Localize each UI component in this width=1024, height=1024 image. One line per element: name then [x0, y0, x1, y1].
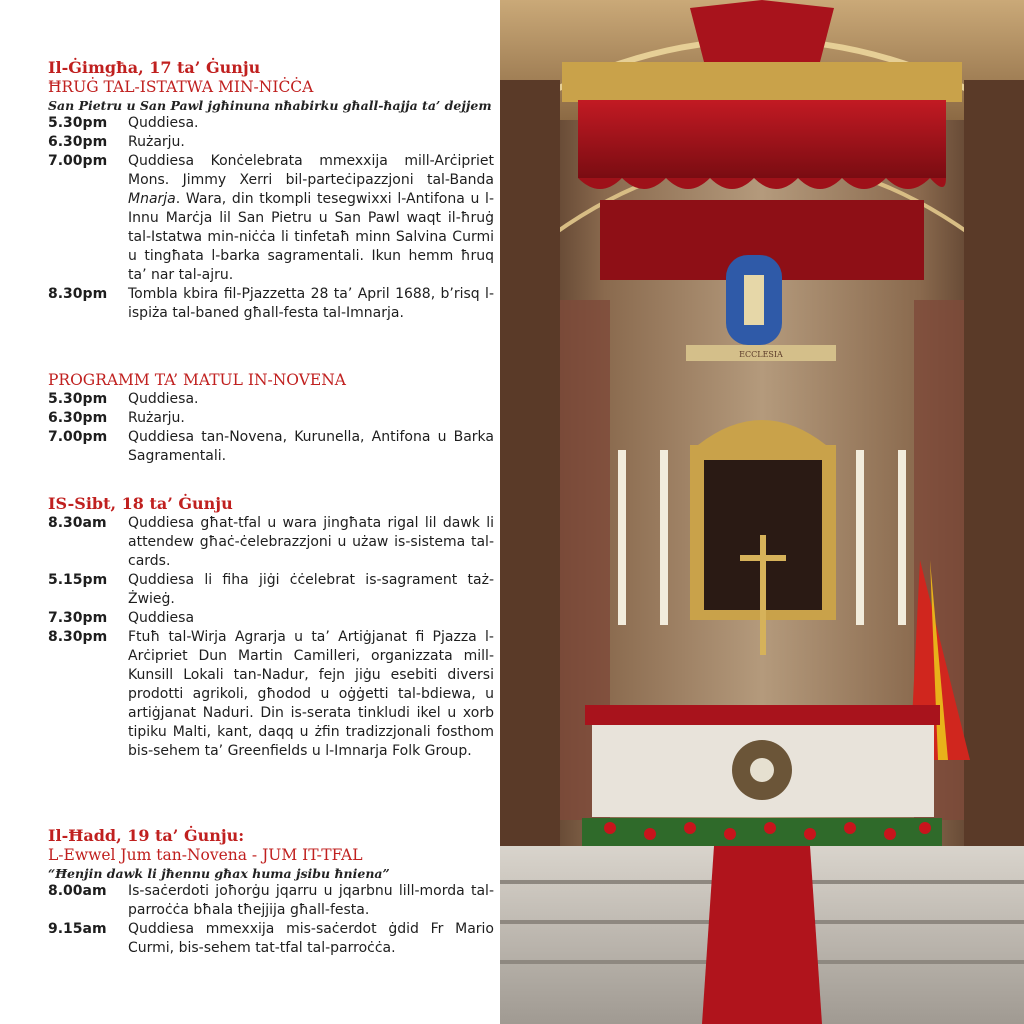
time: 8.30am: [48, 515, 107, 531]
schedule-row: [48, 628, 494, 761]
crown-top: [690, 0, 834, 62]
schedule-row: [48, 285, 494, 323]
section-novena-program: [48, 371, 494, 466]
section-sunday: [48, 826, 494, 958]
section-saturday: [48, 494, 494, 761]
schedule-row: [48, 882, 494, 920]
section-subheading: PROGRAMM TA’ MATUL IN-NOVENA: [48, 371, 347, 389]
time: 8.00am: [48, 883, 107, 899]
schedule-row: [48, 609, 494, 628]
description: Quddiesa: [128, 610, 195, 626]
section-subheading: ĦRUĠ TAL-ISTATWA MIN-NIĊĊA: [48, 78, 314, 96]
description: Quddiesa tan-Novena, Kurunella, Antifona u Barka Sagramentali.: [128, 429, 494, 464]
description: Tombla kbira fil-Pjazzetta 28 ta’ April 1688, b’risq l-ispiża tal-baned għall-festa tal-Imnarja.: [128, 286, 494, 321]
section-subheading: L-Ewwel Jum tan-Novena - JUM IT-TFAL: [48, 846, 363, 864]
crucifix: [760, 535, 766, 655]
section-quote: “Ħenjin dawk li jħennu għax huma jsibu ħniena”: [48, 866, 390, 881]
section-quote: San Pietru u San Pawl jgħinuna nħabirku għall-ħajja ta’ dejjem: [48, 98, 492, 113]
schedule-row: [48, 152, 494, 285]
description: Quddiesa mmexxija mis-saċerdot ġdid Fr Mario Curmi, bis-sehem tat-tfal tal-parroċċa.: [128, 921, 494, 956]
description: Quddiesa għat-tfal u wara jingħata rigal lil dawk li attendew għaċ-ċelebrazzjoni u użaw is-sistema tal-cards.: [128, 515, 494, 569]
schedule-row: [48, 133, 494, 152]
description: Is-saċerdoti joħorġu jqarru u jqarbnu lill-morda tal-parroċċa bħala tħejjija għall-festa.: [128, 883, 494, 918]
program-text-panel: [0, 0, 500, 1024]
band-name: Mnarja: [128, 191, 176, 207]
red-canopy: [578, 100, 946, 178]
time: 5.30pm: [48, 115, 108, 131]
time: 5.30pm: [48, 391, 108, 407]
description: Rużarju.: [128, 134, 185, 150]
canopy-cornice: [562, 62, 962, 102]
altar-frontal-cloth: [585, 705, 940, 725]
time: 5.15pm: [48, 572, 108, 588]
time: 8.30pm: [48, 286, 108, 302]
description: [128, 152, 494, 285]
day-heading: Il-Ħadd, 19 ta’ Ġunju:: [48, 826, 245, 845]
schedule-row: [48, 390, 494, 409]
day-heading: Il-Ġimgħa, 17 ta’ Ġunju: [48, 58, 261, 77]
description: Quddiesa.: [128, 115, 199, 131]
description: Quddiesa.: [128, 391, 199, 407]
schedule-row: [48, 409, 494, 428]
schedule-row: [48, 920, 494, 958]
schedule-row: [48, 514, 494, 571]
description-part: Quddiesa Konċelebrata mmexxija mill-Arċipriet Mons. Jimmy Xerri bil-parteċipazzjoni tal-Banda: [128, 153, 494, 188]
time: 7.00pm: [48, 153, 108, 169]
time: 7.00pm: [48, 429, 108, 445]
description-part: . Wara, din tkompli tesegwixxi l-Antifona u l-Innu Marċja lil San Pietru u San Pawl waqt il-ħruġ tal-Istatwa min-niċċa li tinfetaħ minn Salvina Curmi u tingħata l-barka sagramentali. Ikun hemm ħruq ta’ nar tal-ajru.: [128, 191, 494, 283]
description: Rużarju.: [128, 410, 185, 426]
schedule-row: [48, 571, 494, 609]
red-carpet: [702, 846, 822, 1024]
time: 9.15am: [48, 921, 107, 937]
altar-inscription: ECCLESIA: [739, 350, 783, 359]
church-altar-photo: [500, 0, 1024, 1024]
day-heading: IS-Sibt, 18 ta’ Ġunju: [48, 494, 233, 513]
time: 8.30pm: [48, 629, 108, 645]
schedule-row: [48, 428, 494, 466]
section-friday: [48, 58, 494, 323]
description: Quddiesa li fiha jiġi ċċelebrat is-sagrament taż-Żwieġ.: [128, 572, 494, 607]
time: 7.30pm: [48, 610, 108, 626]
time: 6.30pm: [48, 410, 108, 426]
schedule-row: [48, 114, 494, 133]
time: 6.30pm: [48, 134, 108, 150]
description: Ftuħ tal-Wirja Agrarja u ta’ Artiġjanat fi Pjazza l-Arċipriet Dun Martin Camilleri, organizzata mill-Kunsill Lokali tan-Nadur, fejn jiġu esebiti diversi prodotti agrikoli, għodod u oġġetti tal-bdiewa, u artiġjanat Naduri. Din is-serata tinkludi ikel u xorb tipiku Malti, kant, daqq u żfin tradizzjonali fosthom bis-sehem ta’ Greenfields u l-Imnarja Folk Group.: [128, 629, 494, 759]
